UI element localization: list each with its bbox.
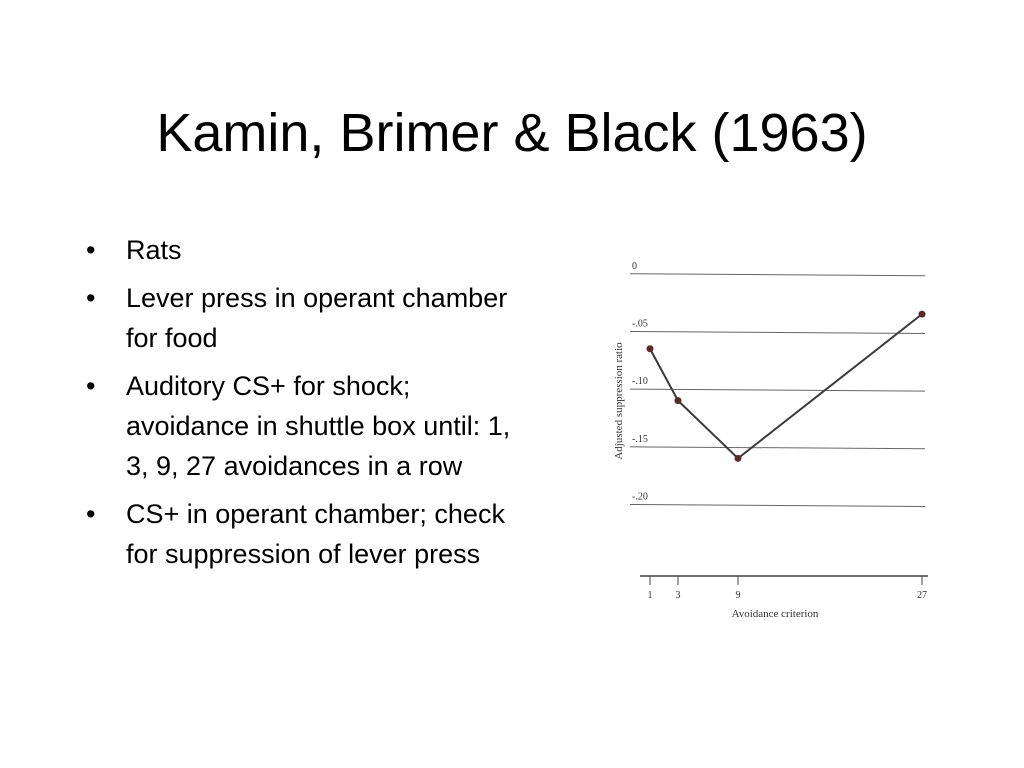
grid-line <box>630 274 925 276</box>
x-tick-label: 1 <box>647 590 653 601</box>
y-tick-label: -.20 <box>632 491 648 503</box>
grid-line <box>630 331 925 333</box>
y-axis-label: Adjusted suppression ratio <box>613 342 625 460</box>
grid-line <box>630 389 925 391</box>
grid-layer <box>630 261 925 507</box>
bullet-item <box>84 494 524 574</box>
bullet-item <box>84 278 524 358</box>
bullet-text: Rats <box>126 235 182 265</box>
suppression-chart <box>600 236 960 636</box>
data-point <box>675 397 682 404</box>
x-tick-label: 9 <box>735 590 741 601</box>
x-tick-label: 27 <box>917 590 927 601</box>
bullet-item <box>84 230 524 270</box>
bullet-text: Lever press in operant chamber for food <box>126 283 508 353</box>
y-tick-label: 0 <box>632 260 637 272</box>
grid-line <box>630 504 925 506</box>
bullet-marker: • <box>86 371 96 401</box>
series-line <box>650 314 922 458</box>
grid-line <box>630 447 925 449</box>
bullet-text: Auditory CS+ for shock; avoidance in shuttle box until: 1, 3, 9, 27 avoidances in a row <box>126 371 511 481</box>
data-point <box>735 455 742 462</box>
bullet-marker: • <box>86 283 96 313</box>
data-point <box>919 311 926 318</box>
bullet-text: CS+ in operant chamber; check for suppression of lever press <box>126 499 505 569</box>
data-point <box>647 345 654 352</box>
bullet-marker: • <box>86 499 96 529</box>
x-axis <box>640 576 928 601</box>
bullet-marker: • <box>86 235 96 265</box>
x-axis-label: Avoidance criterion <box>731 608 819 620</box>
x-tick-label: 3 <box>675 590 681 601</box>
slide-title: Kamin, Brimer & Black (1963) <box>156 103 868 163</box>
bullet-item <box>84 366 524 486</box>
y-tick-label: -.15 <box>632 433 648 445</box>
y-tick-label: -.10 <box>632 376 648 388</box>
chart-svg <box>600 236 960 636</box>
bullet-list <box>84 230 524 582</box>
y-tick-label: -.05 <box>632 318 648 330</box>
